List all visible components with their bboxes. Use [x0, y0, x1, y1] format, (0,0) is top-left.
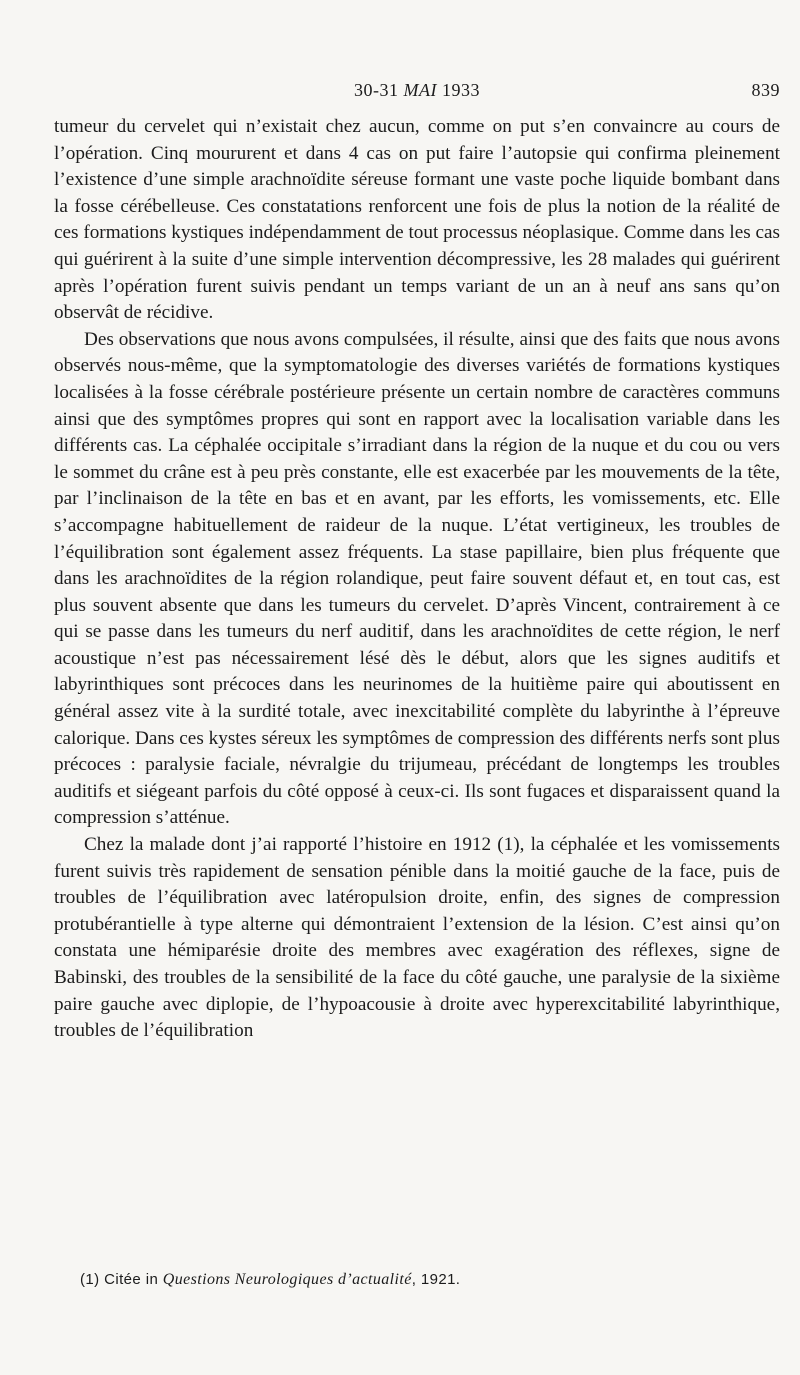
- header-date: [54, 80, 780, 101]
- header-month: MAI: [403, 80, 437, 100]
- running-header: [54, 80, 780, 106]
- paragraph-2: Des observations que nous avons compulsées, il résulte, ainsi que des faits que nous avons observés nous-même, que la symptomatologie des diverses variétés de formations kystiques localisées à la fosse cérébrale postérieure présente un certain nombre de caractères communs ainsi que des symptômes propres qui sont en rapport avec la localisation variable dans les différents cas. La céphalée occipitale s’irradiant dans la région de la nuque et du cou ou vers le sommet du crâne est à peu près constante, elle est exacerbée par les mouvements de la tête, par l’inclinaison de la tête en bas et en avant, par les efforts, les vomissements, etc. Elle s’accompagne habituellement de raideur de la nuque. L’état vertigineux, les troubles de l’équilibration sont également assez fréquents. La stase papillaire, bien plus fréquente que dans les arachnoïdites de la région rolandique, peut faire souvent défaut et, en tout cas, est plus souvent absente que dans les tumeurs du cervelet. D’après Vincent, contrairement à ce qui se passe dans les tumeurs du nerf auditif, dans les arachnoïdites de cette région, le nerf acoustique n’est pas nécessairement lésé dès le début, alors que les signes auditifs et labyrinthiques sont précoces dans les neurinomes de la huitième paire qui aboutissent en général assez vite à la surdité totale, avec inexcitabilité complète du labyrinthe à l’épreuve calorique. Dans ces kystes séreux les symptômes de compression des différents nerfs sont plus précoces : paralysie faciale, névralgie du trijumeau, précédant de longtemps les troubles auditifs et siégeant parfois du côté opposé à ceux-ci. Ils sont fugaces et disparaissent quand la compression s’atténue.: [54, 328, 780, 829]
- footnote-text-before: Citée in: [104, 1271, 159, 1288]
- header-date-prefix: 30-31: [354, 80, 399, 100]
- page-number: 839: [751, 80, 780, 100]
- footnote-marker: (1): [80, 1271, 100, 1288]
- footnote-title: Questions Neurologiques d’actualité: [162, 1271, 412, 1288]
- paragraph-1: tumeur du cervelet qui n’existait chez aucun, comme on put s’en convaincre au cours de l’opération. Cinq moururent et dans 4 cas on put faire l’autopsie qui confirma pleinement l’existence d’une simple arachnoïdite séreuse formant une vaste poche liquide bombant dans la fosse cérébelleuse. Ces constatations renforcent une fois de plus la notion de la réalité de ces formations kystiques indépendamment de tout processus néoplasique. Comme dans les cas qui guérirent à la suite d’une simple intervention décompressive, les 28 malades qui guérirent après l’opération furent suivis pendant un temps variant de un an à neuf ans sans qu’on observât de récidive.: [54, 116, 780, 324]
- header-year: 1933: [441, 80, 480, 100]
- paragraph-3: Chez la malade dont j’ai rapporté l’histoire en 1912 (1), la céphalée et les vomissements furent suivis très rapidement de sensation pénible dans la moitié gauche de la face, puis de troubles de l’équilibration avec latéropulsion droite, enfin, des signes de compression protubérantielle à type alterne qui démontraient l’extension de la lésion. C’est ainsi qu’on constata une hémiparésie droite des membres avec exagération des réflexes, signe de Babinski, des troubles de la sensibilité de la face du côté gauche, une paralysie de la sixième paire gauche avec diplopie, de l’hypoacousie à droite avec hyperexcitabilité labyrinthique, troubles de l’équilibration: [54, 834, 780, 1042]
- body-text: [54, 114, 780, 1045]
- footnote: [80, 1271, 760, 1289]
- footnote-text-after: , 1921.: [411, 1271, 461, 1288]
